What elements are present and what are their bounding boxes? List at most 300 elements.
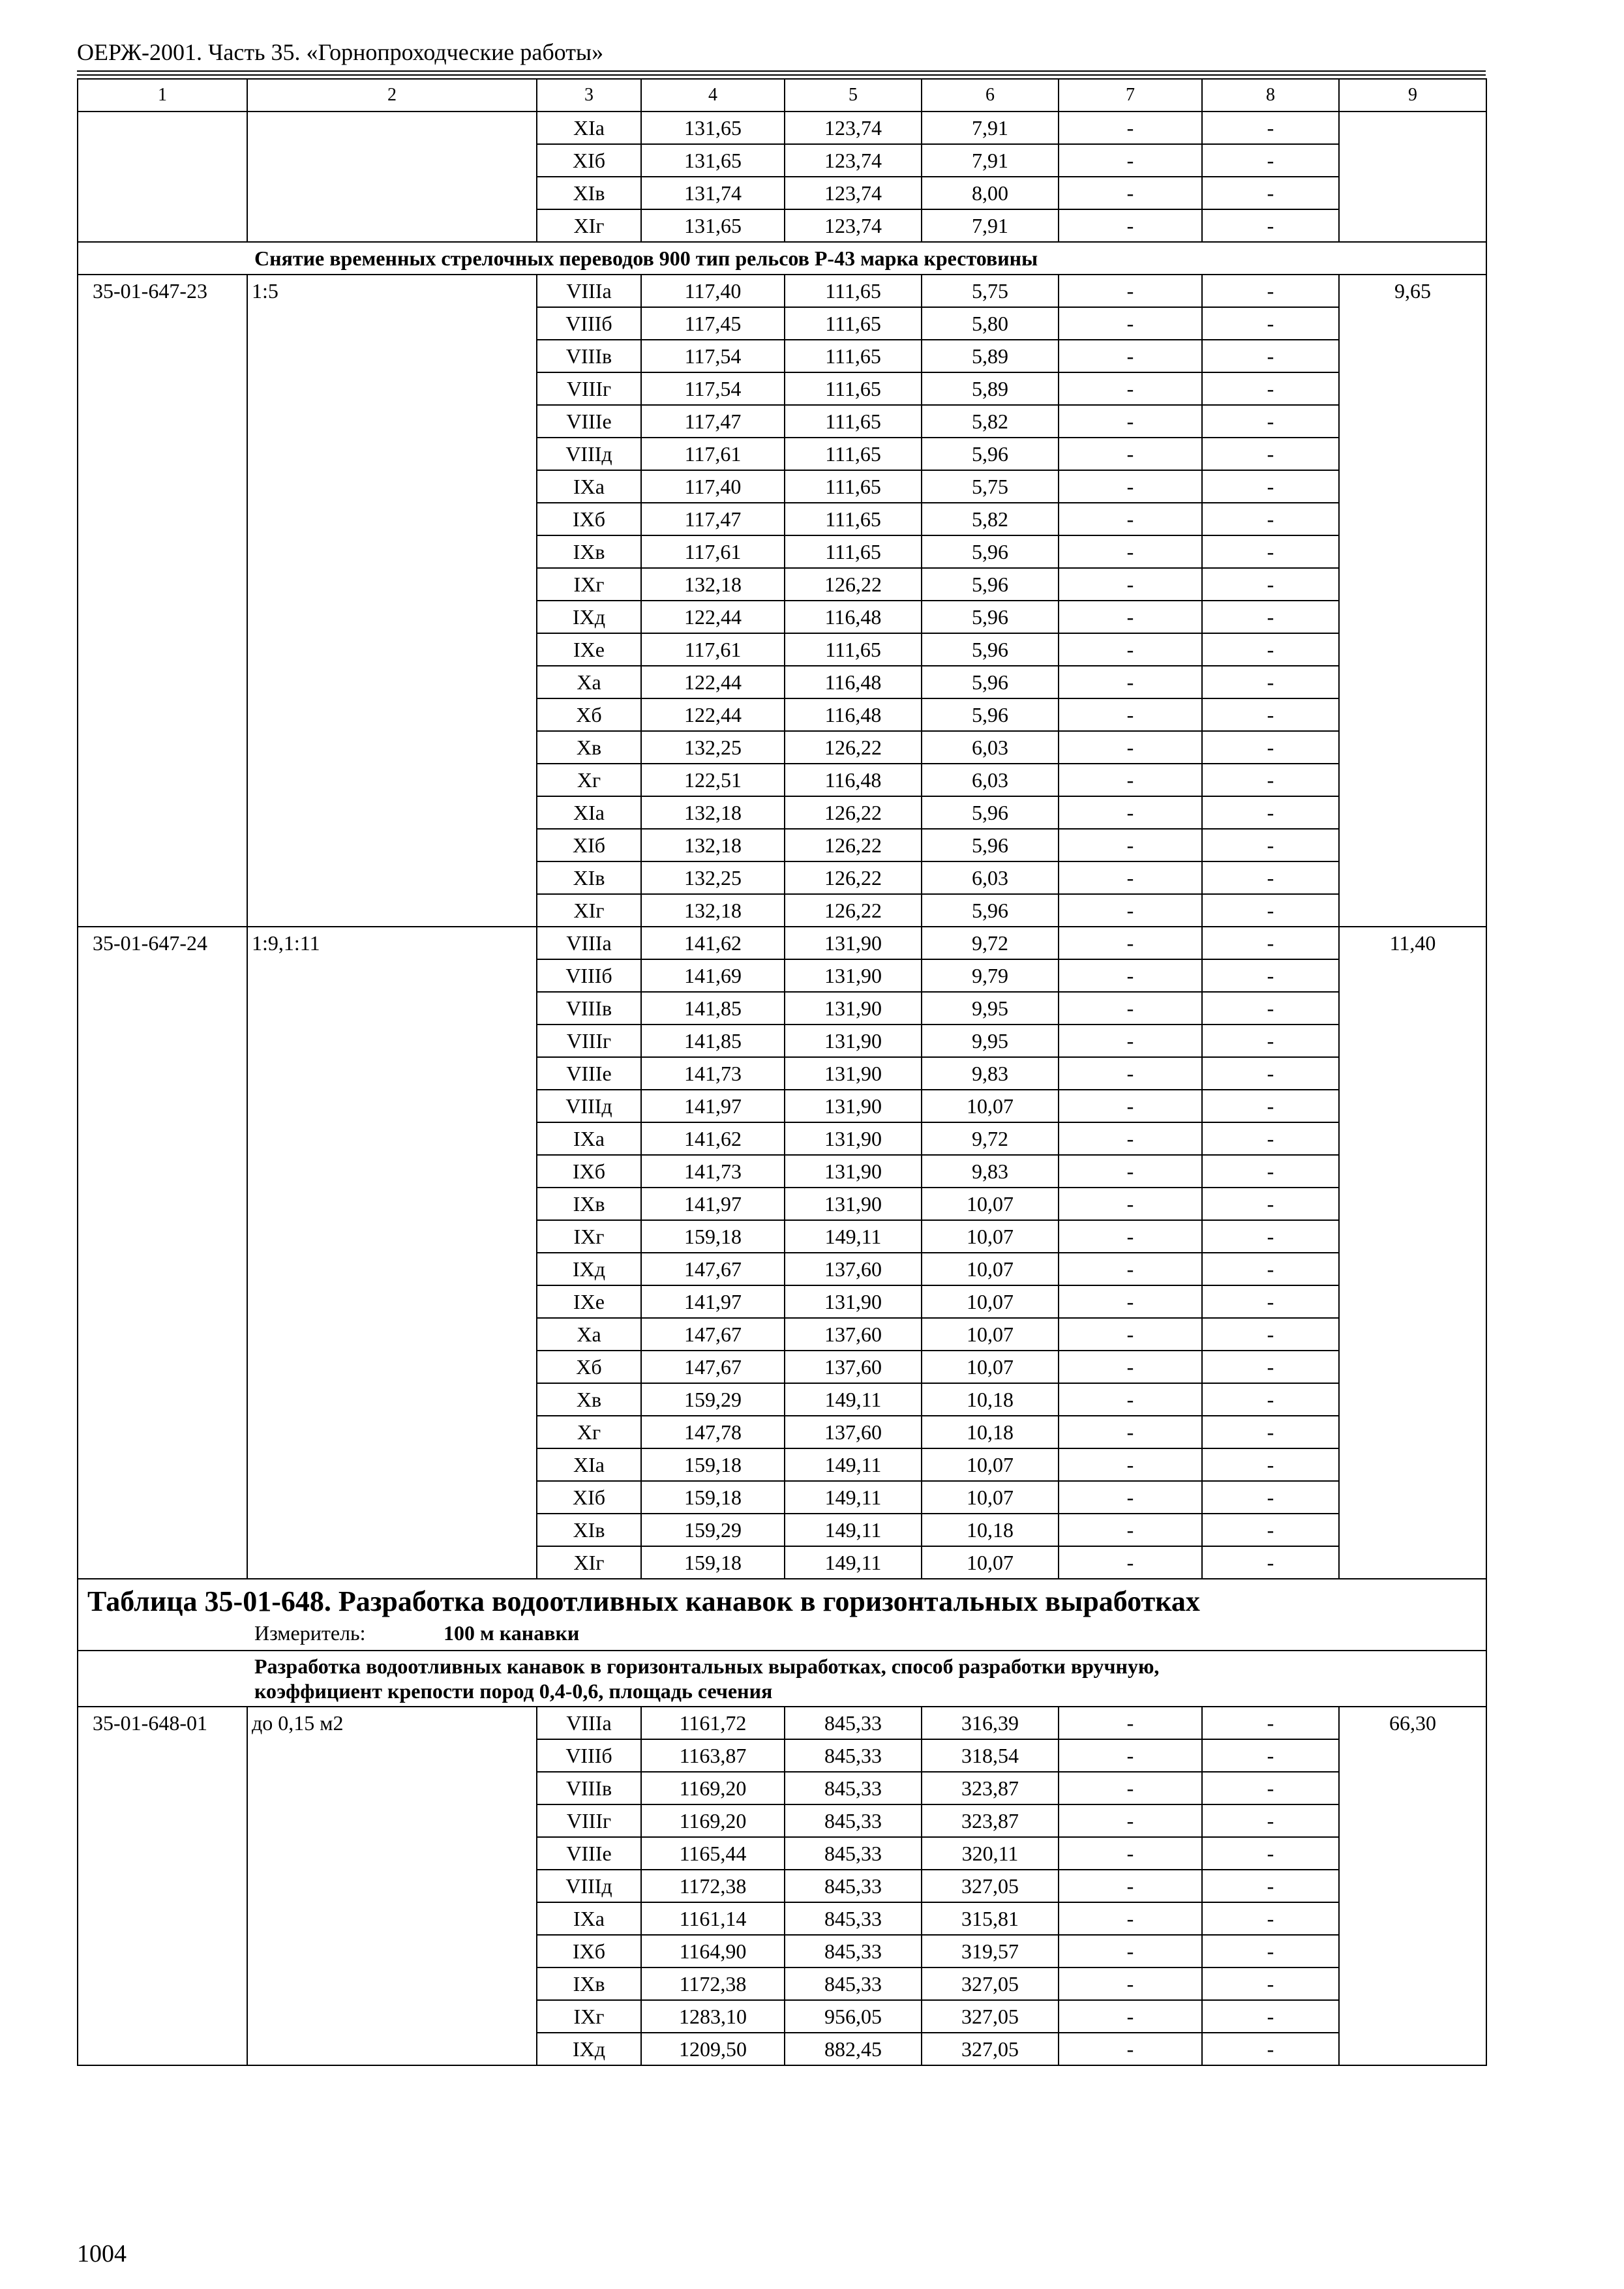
value-cell-col5: 131,90: [785, 1285, 922, 1318]
value-cell-col6: 10,07: [922, 1318, 1059, 1351]
value-cell-col6: 323,87: [922, 1772, 1059, 1804]
value-cell-col5: 111,65: [785, 372, 922, 405]
value-cell-col7: -: [1059, 1772, 1202, 1804]
value-cell-col4: 141,97: [641, 1285, 785, 1318]
value-cell-col7: -: [1059, 405, 1202, 438]
value-cell-col3: VIIIд: [537, 1870, 641, 1902]
value-cell-col6: 10,07: [922, 1351, 1059, 1383]
value-cell-col3: IXг: [537, 568, 641, 601]
value-cell-col5: 111,65: [785, 307, 922, 340]
value-cell-col8: -: [1202, 209, 1339, 242]
value-cell-col3: Xб: [537, 1351, 641, 1383]
column-number: 5: [785, 79, 922, 112]
value-cell-col4: 141,73: [641, 1155, 785, 1188]
value-cell-col6: 327,05: [922, 2000, 1059, 2033]
value-cell-col7: -: [1059, 372, 1202, 405]
value-cell-col7: -: [1059, 1837, 1202, 1870]
value-cell-col8: -: [1202, 1122, 1339, 1155]
value-cell-col4: 1169,20: [641, 1772, 785, 1804]
value-cell-col8: -: [1202, 601, 1339, 633]
value-cell-col7: -: [1059, 1416, 1202, 1448]
resource-code-cell: 35-01-647-23: [78, 275, 247, 927]
value-cell-col7: -: [1059, 731, 1202, 764]
value-cell-col7: -: [1059, 1090, 1202, 1122]
value-cell-col8: -: [1202, 1837, 1339, 1870]
table-body: [78, 79, 1486, 2065]
header-rule: [77, 70, 1486, 72]
table-row: [78, 112, 1486, 144]
value-cell-col5: 131,90: [785, 1155, 922, 1188]
value-cell-col5: 126,22: [785, 861, 922, 894]
value-cell-col4: 132,25: [641, 861, 785, 894]
value-cell-col4: 117,45: [641, 307, 785, 340]
value-cell-col5: 149,11: [785, 1546, 922, 1579]
measure-value: 100 м канавки: [444, 1621, 580, 1645]
value-cell-col6: 327,05: [922, 2033, 1059, 2065]
value-cell-col7: -: [1059, 209, 1202, 242]
value-cell-col4: 117,47: [641, 405, 785, 438]
value-cell-col7: -: [1059, 1902, 1202, 1935]
value-cell-col6: 9,95: [922, 1025, 1059, 1057]
value-cell-col4: 159,29: [641, 1383, 785, 1416]
value-cell-col7: -: [1059, 1285, 1202, 1318]
resource-code-cell: 35-01-648-01: [78, 1707, 247, 2065]
value-cell-col3: IXд: [537, 2033, 641, 2065]
value-cell-col5: 845,33: [785, 1935, 922, 1967]
value-cell-col5: 126,22: [785, 731, 922, 764]
value-cell-col5: 956,05: [785, 2000, 922, 2033]
column-number: 7: [1059, 79, 1202, 112]
value-cell-col6: 5,96: [922, 666, 1059, 698]
value-cell-col5: 111,65: [785, 633, 922, 666]
value-cell-col5: 845,33: [785, 1772, 922, 1804]
value-cell-col4: 122,51: [641, 764, 785, 796]
value-cell-col5: 131,90: [785, 1122, 922, 1155]
value-cell-col5: 111,65: [785, 535, 922, 568]
value-cell-col3: XIа: [537, 112, 641, 144]
value-cell-col3: VIIIг: [537, 1025, 641, 1057]
value-cell-col5: 116,48: [785, 764, 922, 796]
value-cell-col6: 320,11: [922, 1837, 1059, 1870]
value-cell-col6: 5,96: [922, 796, 1059, 829]
table-title-cell: [78, 1579, 1486, 1651]
value-cell-col8: -: [1202, 927, 1339, 959]
value-cell-col7: -: [1059, 1122, 1202, 1155]
value-cell-col6: 10,07: [922, 1285, 1059, 1318]
value-cell-col3: IXв: [537, 1967, 641, 2000]
header-rule: [77, 74, 1486, 76]
measure-line: [87, 1620, 1479, 1646]
value-cell-col6: 5,82: [922, 405, 1059, 438]
value-cell-col5: 111,65: [785, 340, 922, 372]
value-cell-col8: -: [1202, 992, 1339, 1025]
value-cell-col7: -: [1059, 1448, 1202, 1481]
value-cell-col5: 149,11: [785, 1383, 922, 1416]
value-cell-col8: -: [1202, 894, 1339, 927]
value-cell-col8: -: [1202, 764, 1339, 796]
value-cell-col3: IXд: [537, 601, 641, 633]
value-cell-col4: 1283,10: [641, 2000, 785, 2033]
value-cell-col6: 6,03: [922, 764, 1059, 796]
value-cell-col4: 117,40: [641, 470, 785, 503]
value-cell-col8: -: [1202, 959, 1339, 992]
value-cell-col8: -: [1202, 1481, 1339, 1514]
value-cell-col4: 117,61: [641, 438, 785, 470]
value-cell-col3: Xг: [537, 764, 641, 796]
value-cell-col6: 5,89: [922, 372, 1059, 405]
value-cell-col3: XIа: [537, 1448, 641, 1481]
value-cell-col7: -: [1059, 796, 1202, 829]
value-cell-col5: 116,48: [785, 698, 922, 731]
value-cell-col6: 10,07: [922, 1188, 1059, 1220]
value-cell-col8: -: [1202, 1351, 1339, 1383]
value-cell-col8: -: [1202, 1804, 1339, 1837]
value-cell-col8: -: [1202, 1188, 1339, 1220]
value-cell-col4: 147,67: [641, 1318, 785, 1351]
value-cell-col5: 845,33: [785, 1967, 922, 2000]
value-cell-col5: 116,48: [785, 666, 922, 698]
value-cell-col5: 111,65: [785, 438, 922, 470]
value-cell-col6: 327,05: [922, 1967, 1059, 2000]
value-cell-col5: 882,45: [785, 2033, 922, 2065]
value-cell-col8: -: [1202, 1739, 1339, 1772]
parameter-cell: до 0,15 м2: [247, 1707, 537, 2065]
value-cell-col3: IXб: [537, 1155, 641, 1188]
value-cell-col8: -: [1202, 1318, 1339, 1351]
value-cell-col5: 137,60: [785, 1416, 922, 1448]
value-cell-col8: -: [1202, 1546, 1339, 1579]
value-cell-col8: -: [1202, 1514, 1339, 1546]
value-cell-col4: 159,18: [641, 1220, 785, 1253]
value-cell-col8: -: [1202, 666, 1339, 698]
value-cell-col7: -: [1059, 633, 1202, 666]
table-row: [78, 1707, 1486, 1739]
value-cell-col8: -: [1202, 307, 1339, 340]
value-cell-col6: 5,96: [922, 601, 1059, 633]
column-number: 1: [78, 79, 247, 112]
value-cell-col5: 111,65: [785, 405, 922, 438]
value-cell-col6: 327,05: [922, 1870, 1059, 1902]
value-cell-col5: 123,74: [785, 112, 922, 144]
value-cell-col7: -: [1059, 1739, 1202, 1772]
value-cell-col5: 131,90: [785, 992, 922, 1025]
value-cell-col5: 137,60: [785, 1253, 922, 1285]
value-cell-col8: -: [1202, 1057, 1339, 1090]
value-cell-col6: 10,07: [922, 1220, 1059, 1253]
value-cell-col4: 117,40: [641, 275, 785, 307]
value-cell-col3: IXг: [537, 1220, 641, 1253]
value-cell-col3: Xг: [537, 1416, 641, 1448]
value-cell-col5: 131,90: [785, 1188, 922, 1220]
value-cell-col3: VIIIд: [537, 438, 641, 470]
value-cell-col7: -: [1059, 1057, 1202, 1090]
value-cell-col7: -: [1059, 861, 1202, 894]
value-cell-col6: 9,79: [922, 959, 1059, 992]
value-cell-col4: 1209,50: [641, 2033, 785, 2065]
value-cell-col3: IXе: [537, 1285, 641, 1318]
value-cell-col8: -: [1202, 1416, 1339, 1448]
value-cell-col7: -: [1059, 1707, 1202, 1739]
value-cell-col7: -: [1059, 1351, 1202, 1383]
value-cell-col3: VIIIв: [537, 340, 641, 372]
section-heading: [78, 1651, 1486, 1707]
value-cell-col5: 126,22: [785, 894, 922, 927]
value-cell-col8: -: [1202, 2033, 1339, 2065]
value-cell-col4: 122,44: [641, 666, 785, 698]
value-cell-col5: 131,90: [785, 1090, 922, 1122]
value-cell-col4: 131,65: [641, 144, 785, 177]
value-cell-col8: -: [1202, 275, 1339, 307]
value-cell-col5: 845,33: [785, 1870, 922, 1902]
value-cell-col3: IXе: [537, 633, 641, 666]
value-cell-col6: 319,57: [922, 1935, 1059, 1967]
value-cell-col3: IXв: [537, 535, 641, 568]
value-cell-col3: VIIIе: [537, 405, 641, 438]
value-cell-col5: 126,22: [785, 796, 922, 829]
value-cell-col3: VIIIв: [537, 1772, 641, 1804]
value-cell-col5: 149,11: [785, 1481, 922, 1514]
value-cell-col4: 1161,72: [641, 1707, 785, 1739]
value-cell-col5: 845,33: [785, 1707, 922, 1739]
value-cell-col5: 137,60: [785, 1351, 922, 1383]
value-cell-col8: -: [1202, 1253, 1339, 1285]
value-cell-col4: 141,97: [641, 1188, 785, 1220]
value-cell-col6: 323,87: [922, 1804, 1059, 1837]
value-cell-col8: -: [1202, 1870, 1339, 1902]
value-cell-col6: 315,81: [922, 1902, 1059, 1935]
value-cell-col6: 5,96: [922, 698, 1059, 731]
value-cell-col4: 117,47: [641, 503, 785, 535]
value-cell-col8: -: [1202, 1155, 1339, 1188]
section-heading: [78, 242, 1486, 275]
value-cell-col8: -: [1202, 535, 1339, 568]
value-cell-col7: -: [1059, 340, 1202, 372]
value-cell-col5: 149,11: [785, 1448, 922, 1481]
value-cell-col3: IXв: [537, 1188, 641, 1220]
value-cell-col5: 111,65: [785, 275, 922, 307]
value-cell-col3: IXа: [537, 470, 641, 503]
value-cell-col4: 132,18: [641, 568, 785, 601]
value-cell-col8: -: [1202, 861, 1339, 894]
value-cell-col4: 1163,87: [641, 1739, 785, 1772]
value-cell-col6: 7,91: [922, 112, 1059, 144]
value-cell-col4: 147,78: [641, 1416, 785, 1448]
value-cell-col3: VIIIа: [537, 1707, 641, 1739]
value-cell-col7: -: [1059, 1383, 1202, 1416]
value-cell-col7: -: [1059, 992, 1202, 1025]
value-cell-col4: 141,85: [641, 992, 785, 1025]
value-cell-col4: 1165,44: [641, 1837, 785, 1870]
value-cell-col4: 1164,90: [641, 1935, 785, 1967]
value-cell-col3: XIв: [537, 861, 641, 894]
value-cell-col3: XIг: [537, 209, 641, 242]
section-heading-line: коэффициент крепости пород 0,4-0,6, площадь сечения: [254, 1679, 773, 1703]
value-cell-col4: 117,54: [641, 340, 785, 372]
value-cell-col3: XIг: [537, 894, 641, 927]
value-cell-col7: -: [1059, 275, 1202, 307]
value-cell-col7: -: [1059, 1870, 1202, 1902]
value-cell-col5: 149,11: [785, 1220, 922, 1253]
value-cell-col7: -: [1059, 666, 1202, 698]
value-cell-col7: -: [1059, 601, 1202, 633]
value-cell-col3: VIIIа: [537, 275, 641, 307]
value-cell-col3: Xв: [537, 731, 641, 764]
value-cell-col7: -: [1059, 829, 1202, 861]
value-cell-col8: -: [1202, 1707, 1339, 1739]
value-cell-col7: -: [1059, 144, 1202, 177]
value-cell-col3: VIIIг: [537, 1804, 641, 1837]
value-cell-col3: XIа: [537, 796, 641, 829]
column-number: 9: [1339, 79, 1486, 112]
resource-code-cell: [78, 112, 247, 242]
value-cell-col5: 123,74: [785, 209, 922, 242]
value-cell-col7: -: [1059, 2033, 1202, 2065]
value-cell-col4: 147,67: [641, 1351, 785, 1383]
value-cell-col3: Xб: [537, 698, 641, 731]
value-cell-col6: 5,75: [922, 470, 1059, 503]
value-cell-col7: -: [1059, 1318, 1202, 1351]
value-cell-col8: -: [1202, 796, 1339, 829]
value-cell-col7: -: [1059, 1481, 1202, 1514]
value-cell-col3: VIIIб: [537, 1739, 641, 1772]
value-cell-col3: Xа: [537, 666, 641, 698]
value-cell-col5: 845,33: [785, 1739, 922, 1772]
value-cell-col3: VIIIе: [537, 1057, 641, 1090]
value-cell-col6: 5,96: [922, 535, 1059, 568]
value-cell-col7: -: [1059, 894, 1202, 927]
value-cell-col5: 845,33: [785, 1902, 922, 1935]
value-cell-col7: -: [1059, 1546, 1202, 1579]
section-row: [78, 242, 1486, 275]
value-cell-col7: -: [1059, 1935, 1202, 1967]
table-row: [78, 927, 1486, 959]
value-cell-col3: XIб: [537, 829, 641, 861]
value-cell-col6: 5,75: [922, 275, 1059, 307]
value-cell-col8: -: [1202, 2000, 1339, 2033]
value-cell-col6: 10,18: [922, 1514, 1059, 1546]
value-cell-col8: -: [1202, 1285, 1339, 1318]
value-cell-col8: -: [1202, 1935, 1339, 1967]
value-cell-col8: -: [1202, 372, 1339, 405]
column-number: 3: [537, 79, 641, 112]
section-heading-line: Снятие временных стрелочных переводов 900 тип рельсов Р-43 марка крестовины: [254, 247, 1038, 270]
value-cell-col8: -: [1202, 438, 1339, 470]
table-title: Таблица 35-01-648. Разработка водоотливных канавок в горизонтальных выработках: [87, 1585, 1200, 1617]
resource-code-cell: 35-01-647-24: [78, 927, 247, 1579]
value-cell-col7: -: [1059, 470, 1202, 503]
value-cell-col7: -: [1059, 1220, 1202, 1253]
value-cell-col8: -: [1202, 1383, 1339, 1416]
value-cell-col4: 141,62: [641, 1122, 785, 1155]
measure-label: Измеритель:: [254, 1621, 366, 1645]
value-cell-col3: Xа: [537, 1318, 641, 1351]
value-cell-col4: 131,65: [641, 112, 785, 144]
value-cell-col4: 122,44: [641, 601, 785, 633]
value-cell-col5: 126,22: [785, 568, 922, 601]
value-cell-col6: 9,72: [922, 927, 1059, 959]
value-cell-col5: 131,90: [785, 1025, 922, 1057]
value-cell-col5: 123,74: [785, 177, 922, 209]
value-cell-col6: 6,03: [922, 861, 1059, 894]
value-cell-col5: 845,33: [785, 1804, 922, 1837]
value-cell-col3: IXа: [537, 1902, 641, 1935]
value-cell-col6: 5,96: [922, 894, 1059, 927]
value-cell-col4: 117,61: [641, 535, 785, 568]
value-cell-col6: 10,07: [922, 1448, 1059, 1481]
value-cell-col8: -: [1202, 568, 1339, 601]
value-cell-col3: IXд: [537, 1253, 641, 1285]
value-cell-col3: VIIIд: [537, 1090, 641, 1122]
running-header: ОЕРЖ-2001. Часть 35. «Горнопроходческие работы»: [77, 39, 604, 65]
rates-table: [77, 78, 1487, 2066]
value-cell-col6: 9,95: [922, 992, 1059, 1025]
section-row: [78, 1651, 1486, 1707]
value-cell-col8: -: [1202, 1025, 1339, 1057]
value-cell-col7: -: [1059, 535, 1202, 568]
value-cell-col4: 141,62: [641, 927, 785, 959]
value-cell-col6: 9,72: [922, 1122, 1059, 1155]
value-cell-col4: 132,18: [641, 796, 785, 829]
column-number-row: [78, 79, 1486, 112]
value-cell-col6: 5,89: [922, 340, 1059, 372]
value-cell-col7: -: [1059, 927, 1202, 959]
value-cell-col6: 318,54: [922, 1739, 1059, 1772]
value-cell-col4: 141,85: [641, 1025, 785, 1057]
value-cell-col4: 159,18: [641, 1481, 785, 1514]
value-cell-col7: -: [1059, 2000, 1202, 2033]
column-number: 8: [1202, 79, 1339, 112]
value-cell-col7: -: [1059, 764, 1202, 796]
value-cell-col8: -: [1202, 112, 1339, 144]
section-heading-line: Разработка водоотливных канавок в горизонтальных выработках, способ разработки вручную,: [254, 1654, 1160, 1678]
value-cell-col3: XIг: [537, 1546, 641, 1579]
parameter-cell: 1:9,1:11: [247, 927, 537, 1579]
value-cell-col6: 6,03: [922, 731, 1059, 764]
value-cell-col7: -: [1059, 177, 1202, 209]
value-cell-col5: 111,65: [785, 470, 922, 503]
value-cell-col4: 159,29: [641, 1514, 785, 1546]
value-cell-col7: -: [1059, 698, 1202, 731]
value-cell-col6: 10,18: [922, 1383, 1059, 1416]
page-number: 1004: [77, 2240, 127, 2267]
value-cell-col4: 131,65: [641, 209, 785, 242]
value-cell-col4: 1172,38: [641, 1967, 785, 2000]
value-cell-col6: 10,07: [922, 1481, 1059, 1514]
value-cell-col3: XIб: [537, 1481, 641, 1514]
value-cell-col8: -: [1202, 829, 1339, 861]
value-cell-col4: 132,18: [641, 829, 785, 861]
value-cell-col6: 5,96: [922, 829, 1059, 861]
value-cell-col6: 9,83: [922, 1155, 1059, 1188]
value-cell-col7: -: [1059, 307, 1202, 340]
value-cell-col8: -: [1202, 1090, 1339, 1122]
value-cell-col3: XIв: [537, 1514, 641, 1546]
parameter-cell: [247, 112, 537, 242]
value-cell-col4: 1172,38: [641, 1870, 785, 1902]
value-cell-col8: -: [1202, 731, 1339, 764]
column-9-cell: 9,65: [1339, 275, 1486, 927]
value-cell-col3: XIв: [537, 177, 641, 209]
value-cell-col6: 10,07: [922, 1253, 1059, 1285]
value-cell-col7: -: [1059, 1804, 1202, 1837]
value-cell-col7: -: [1059, 1155, 1202, 1188]
value-cell-col3: IXг: [537, 2000, 641, 2033]
value-cell-col8: -: [1202, 1902, 1339, 1935]
value-cell-col5: 111,65: [785, 503, 922, 535]
value-cell-col5: 149,11: [785, 1514, 922, 1546]
value-cell-col6: 7,91: [922, 209, 1059, 242]
value-cell-col4: 159,18: [641, 1546, 785, 1579]
